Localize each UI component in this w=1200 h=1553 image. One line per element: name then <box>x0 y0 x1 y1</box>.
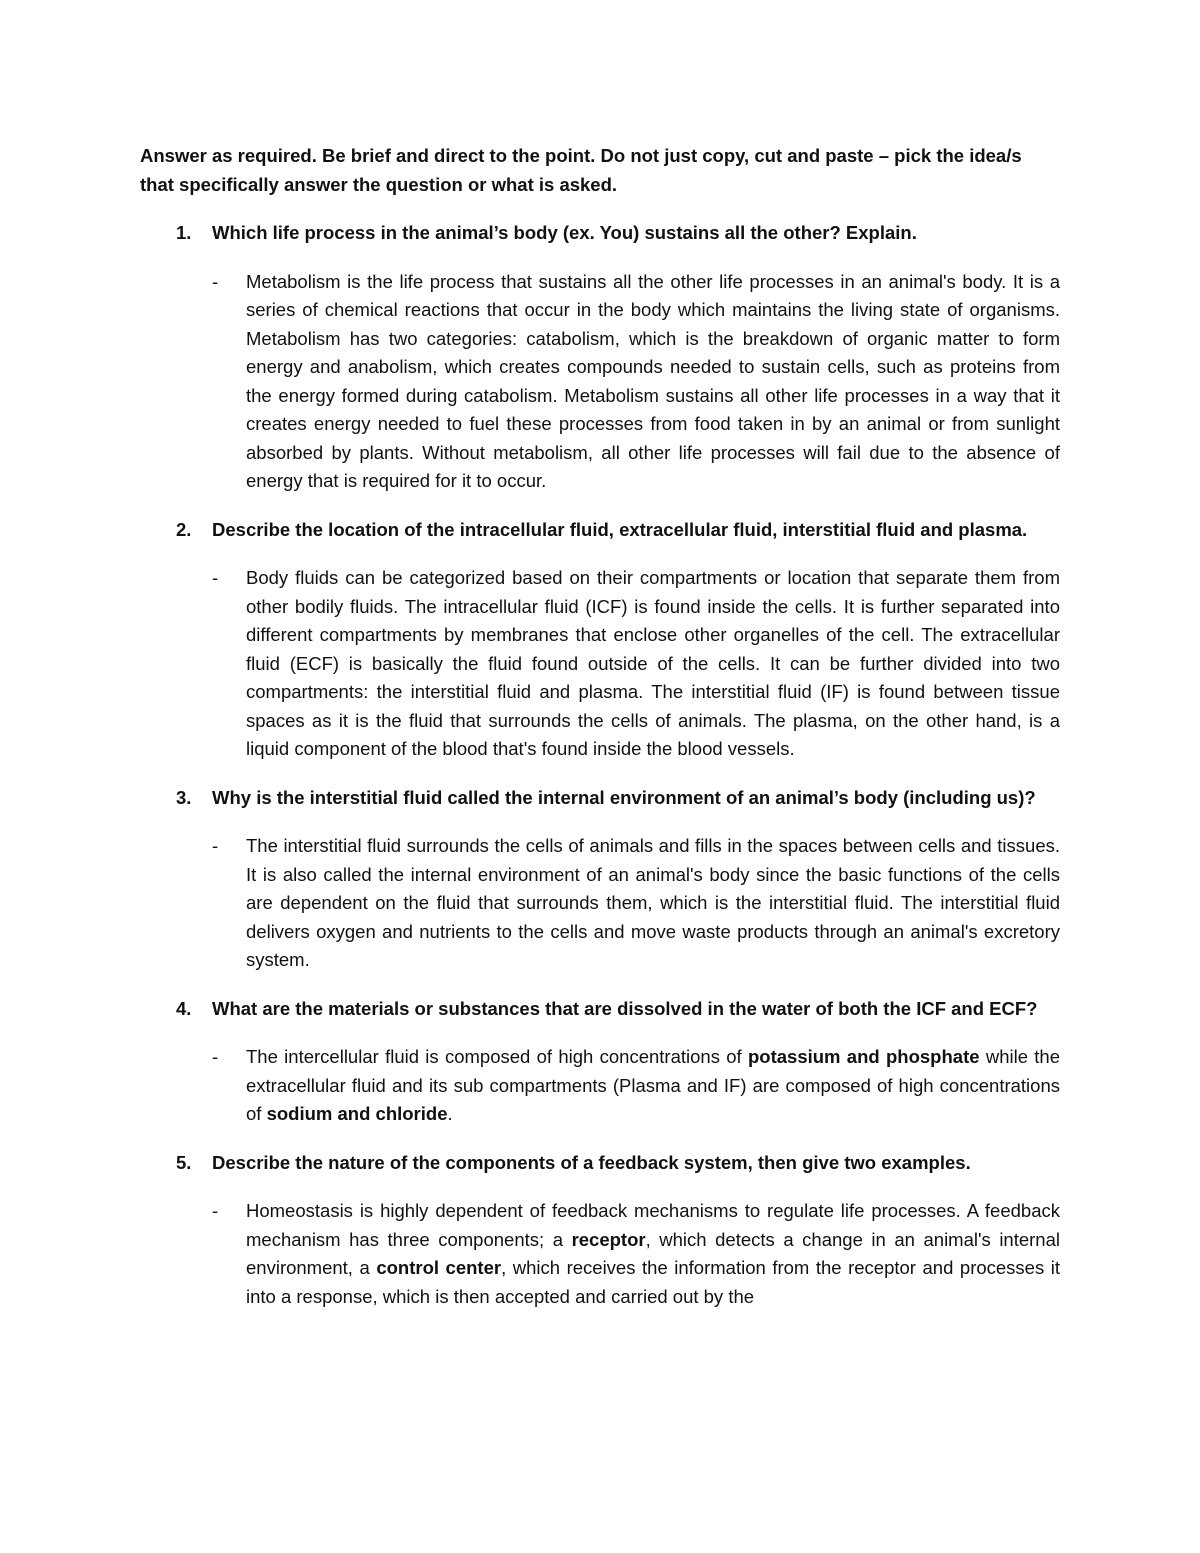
instructions: Answer as required. Be brief and direct to the point. Do not just copy, cut and paste – pick the idea/s that specifically answer the question or what is asked. <box>140 145 1022 195</box>
question-number: 3. <box>176 786 192 808</box>
question-3 <box>140 784 1060 813</box>
question-text: Why is the interstitial fluid called the internal environment of an animal’s body (including us)? <box>212 786 1036 808</box>
answer-2 <box>140 564 1060 764</box>
answer-dash: - <box>212 1046 219 1067</box>
qa-item-5 <box>140 1149 1060 1312</box>
answer-text: Body fluids can be categorized based on their compartments or location that separate them from other bodily fluids. The intracellular fluid (ICF) is found inside the cells. It is further separated into different compartments by membranes that enclose other organelles of the cell. The extracellular fluid (ECF) is basically the fluid found outside of the cells. It can be further divided into two compartments: the interstitial fluid and plasma. The interstitial fluid (IF) is found between tissue spaces as it is the fluid that surrounds the cells of animals. The plasma, on the other hand, is a liquid component of the blood that's found inside the blood vessels. <box>246 567 1060 759</box>
question-number: 5. <box>176 1151 192 1173</box>
question-number: 4. <box>176 997 192 1019</box>
answer-1 <box>140 268 1060 496</box>
answer-segment: Homeostasis is highly dependent of feedback mechanisms to regulate life processes. A feedback mechanism has three components; a <box>246 1200 1060 1250</box>
answer-emphasis: potassium and phosphate <box>747 1046 980 1067</box>
qa-item-2 <box>140 516 1060 764</box>
question-text: Which life process in the animal’s body (ex. You) sustains all the other? Explain. <box>212 222 917 243</box>
question-text: Describe the location of the intracellular fluid, extracellular fluid, interstitial fluid and plasma. <box>212 518 1028 540</box>
answer-emphasis: receptor <box>571 1228 646 1250</box>
question-4 <box>140 995 1060 1024</box>
question-number: 1. <box>176 222 192 243</box>
answer-dash: - <box>212 567 219 588</box>
answer-dash: - <box>212 1200 219 1221</box>
answer-segment: The intercellular fluid is composed of high concentrations of <box>246 1046 748 1067</box>
answer-3 <box>140 832 1060 975</box>
qa-item-3 <box>140 784 1060 975</box>
answer-text <box>246 1043 1060 1129</box>
answer-4 <box>140 1043 1060 1129</box>
answer-segment: , which receives the information from the receptor and processes it into a response, which is then accepted and carried out by the <box>246 1257 1061 1307</box>
answer-5 <box>140 1197 1060 1311</box>
answer-segment: while the extracellular fluid and its sub compartments (Plasma and IF) are composed of high concentrations of <box>246 1046 1061 1124</box>
question-text: Describe the nature of the components of a feedback system, then give two examples. <box>212 1151 971 1173</box>
answer-text: Metabolism is the life process that sustains all the other life processes in an animal's body. It is a series of chemical reactions that occur in the body which maintains the living state of organisms. Metabolism has two categories: catabolism, which is the breakdown of organic matter to form energy and anabolism, which creates compounds needed to sustain cells, such as proteins from the energy formed during catabolism. Metabolism sustains all other life processes in a way that it creates energy needed to fuel these processes from food taken in by an animal or from sunlight absorbed by plants. Without metabolism, all other life processes will fail due to the absence of energy that is required for it to occur. <box>246 270 1060 491</box>
question-text: What are the materials or substances that are dissolved in the water of both the ICF and ECF? <box>212 997 1038 1019</box>
answer-segment: . <box>447 1103 453 1124</box>
qa-item-1 <box>140 219 1060 496</box>
answer-text: The interstitial fluid surrounds the cells of animals and fills in the spaces between cells and tissues. It is also called the internal environment of an animal's body since the basic functions of the cells are dependent on the fluid that surrounds them, which is the interstitial fluid. The interstitial fluid delivers oxygen and nutrients to the cells and move waste products through an animal's excretory system. <box>246 835 1060 970</box>
qa-item-4 <box>140 995 1060 1129</box>
answer-dash: - <box>212 835 219 856</box>
answer-emphasis: control center <box>376 1257 502 1278</box>
question-number: 2. <box>176 518 192 540</box>
answer-text <box>246 1197 1060 1311</box>
question-5 <box>140 1149 1060 1178</box>
question-2 <box>140 516 1060 545</box>
question-1 <box>140 219 1060 248</box>
answer-dash: - <box>212 270 219 292</box>
answer-segment: , which detects a change in an animal's internal environment, a <box>246 1228 1061 1278</box>
answer-emphasis: sodium and chloride <box>266 1103 448 1124</box>
question-list <box>140 219 1060 1311</box>
